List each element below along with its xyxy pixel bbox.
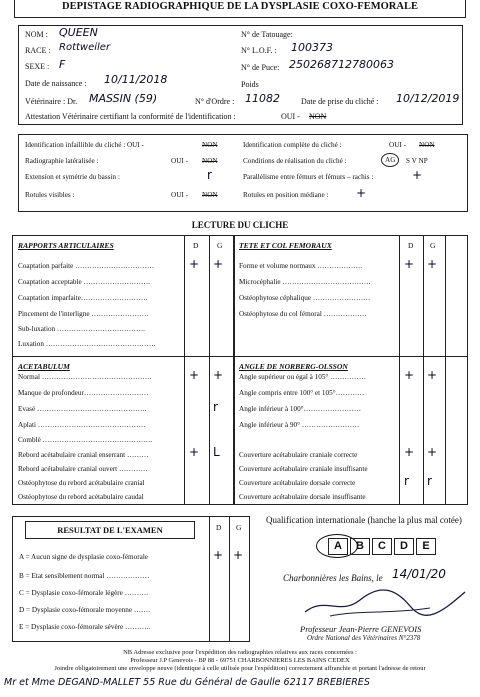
parallelisme: Parallélisme entre fémurs et fémurs – rachis : [243, 173, 374, 181]
lecture-table [12, 235, 468, 505]
grade-e: E [416, 538, 436, 555]
conditions-ag: AG [381, 153, 399, 167]
mark-coaptation-d: + [189, 257, 200, 271]
resultat-item: C = Dysplasie coxo-fémorale légère ………. [19, 589, 148, 597]
conditions-rest: S V NP [406, 157, 428, 165]
naissance-value: 10/11/2018 [104, 73, 168, 86]
ident-complete: Identification complète du cliché : [243, 141, 342, 149]
mark-normal-d: + [189, 368, 200, 382]
radio-lat: Radiographie latéralisée : [25, 157, 99, 165]
lof-value: 100373 [291, 41, 333, 54]
extension: Extension et symétrie du bassin : [25, 173, 120, 181]
col-g-left: G [217, 241, 223, 250]
ident-infaillible: Identification infaillible du cliché : OUI - [25, 141, 144, 149]
mark-couv-dors-d: r [404, 474, 409, 488]
qualification-label: Qualification internationale (hanche la plus mal cotée) [266, 515, 462, 525]
acetabulum-row: Ostéophytose du rebord acétabulaire caudal [18, 493, 144, 501]
mark-couv-cran-d: + [404, 445, 415, 459]
acetabulum-row: Manque de profondeur……………………… [18, 389, 149, 397]
col-g-right: G [430, 241, 436, 250]
rotules-oui: OUI - [171, 191, 188, 199]
resultat-item: D = Dysplasie coxo-fémorale moyenne ……. [19, 606, 150, 614]
ident-complete-non: NON [419, 141, 435, 149]
puce-label: N° de Puce: [241, 63, 280, 72]
mark-couv-cran-g: + [427, 445, 438, 459]
norberg-row: Angle compris entre 100° et 105°………… [239, 389, 365, 397]
veto-label: Vétérinaire : Dr. [25, 97, 78, 106]
resultat-item: A = Aucun signe de dysplasie coxo-fémorale [19, 553, 149, 561]
radio-lat-oui: OUI - [171, 157, 188, 165]
acetabulum-row: Evasé ………………………………………. [18, 405, 147, 413]
rapport-row: Coaptation imparfaite………………………. [18, 294, 148, 302]
footer-joindre: Joindre obligatoirement une enveloppe neuve (identique à celle utilisée pour l'expédition) correctement affranchie et portant l'adresse de retour [54, 665, 426, 672]
attest-non: NON [309, 112, 327, 121]
tete-row: Ostéophytose céphalique …………………… [239, 294, 371, 302]
norberg-row: Angle supérieur ou égal à 105° …………… [239, 373, 367, 381]
mark-angle-d: + [404, 368, 415, 382]
resultat-title: RESULTAT DE L'EXAMEN [57, 525, 163, 535]
veto-value: MASSIN (59) [89, 92, 158, 105]
ident-complete-oui: OUI - [389, 141, 406, 149]
nom-value: QUEEN [59, 26, 98, 39]
naissance-label: Date de naissance : [25, 79, 87, 88]
mark-angle-g: + [427, 368, 438, 382]
mark-rebord-d: + [189, 445, 200, 459]
attest-oui: OUI - [281, 112, 300, 121]
ordre-value: 11082 [245, 92, 280, 105]
footer-addr: Professeur J.P Genevois - BP 88 - 69751 CHARBONNIERES LES BAINS CEDEX [130, 657, 350, 664]
mark-normal-g: + [213, 368, 224, 382]
acetabulum-row: Comblé ………………………………………. [18, 436, 153, 444]
radio-lat-non: NON [202, 157, 218, 165]
resultat-mark-g: + [233, 548, 244, 562]
col-d-right: D [408, 241, 414, 250]
acetabulum-row: Rebord acétabulaire cranial ouvert ………… [18, 465, 148, 473]
rapport-row: Sub-luxation ………………………………. [18, 325, 145, 333]
acetabulum-row: Normal ………………………………………. [18, 373, 152, 381]
rapport-row: Coaptation parfaite …………………………… [18, 262, 155, 270]
ident-infaillible-non: NON [202, 141, 218, 149]
acetabulum-row: Ostéophytose du rebord acétabulaire cranial [18, 479, 145, 487]
mark-forme-d: + [404, 257, 415, 271]
couverture-row: Couverture acétabulaire dorsale insuffisante [239, 493, 366, 501]
nom-label: NOM : [25, 30, 48, 39]
puce-value: 250268712780063 [289, 58, 394, 71]
resultat-item: B = Etat sensiblement normal ……………… [19, 572, 150, 580]
ordre-label: N° d'Ordre : [195, 97, 235, 106]
cliche-value: 10/12/2019 [396, 92, 460, 105]
acetabulum-row: Aplati ……………………………………… [18, 421, 146, 429]
tete-header: TETE ET COL FEMORAUX [239, 241, 332, 250]
footer-nb: NB Adresse exclusive pour l'expédition des radiographies relatives aux races concernées : [123, 649, 357, 656]
tete-row: Microcéphalie ………………………………. [239, 278, 371, 286]
col-d-left: D [193, 241, 199, 250]
mark-couv-dors-g: r [427, 474, 432, 488]
signature-date: 14/01/20 [392, 567, 446, 581]
grade-b: B [350, 538, 370, 555]
sexe-label: SEXE : [25, 62, 50, 71]
resultat-box [12, 516, 250, 642]
mark-rebord-g: L [213, 445, 220, 459]
resultat-mark-d: + [213, 548, 224, 562]
attest-label: Attestation Vétérinaire certifiant la conformité de l'identification : [25, 112, 236, 121]
race-value: Rottweiler [59, 42, 111, 53]
lecture-title: LECTURE DU CLICHE [191, 220, 289, 230]
mark-forme-g: + [427, 257, 438, 271]
grade-d: D [394, 538, 414, 555]
norberg-header: ANGLE DE NORBERG-OLSSON [239, 362, 348, 371]
race-label: RACE : [25, 46, 51, 55]
acetabulum-header: ACETABULUM [18, 362, 70, 371]
rotules-med-mark: + [356, 186, 367, 200]
signature-name: Professeur Jean-Pierre GENEVOIS [300, 624, 422, 634]
sexe-value: F [59, 58, 66, 71]
couverture-row: Couverture acétabulaire craniale correcte [239, 451, 358, 459]
couverture-row: Couverture acétabulaire craniale insuffisante [239, 465, 368, 473]
handwritten-signature [300, 586, 470, 622]
tatouage-label: N° de Tatouage: [241, 30, 293, 39]
lof-label: N° L.O.F. : [241, 46, 277, 55]
checks-box [18, 134, 468, 212]
mark-coaptation-g: + [213, 257, 224, 271]
couverture-row: Couverture acétabulaire dorsale correcte [239, 479, 356, 487]
res-col-g: G [236, 523, 242, 532]
norberg-row: Angle inférieur à 100°…………………… [239, 405, 362, 413]
resultat-title-box [25, 521, 195, 539]
res-col-d: D [216, 523, 222, 532]
tete-row: Forme et volume normaux ………………. [239, 262, 363, 270]
rotules-non: NON [202, 191, 218, 199]
resultat-item: E = Dysplasie coxo-fémorale sévère ……….. [19, 623, 151, 631]
rapport-row: Luxation ………………………………………. [18, 340, 156, 348]
acetabulum-row: Rebord acétabulaire cranial enserrant ……… [18, 451, 149, 459]
rotules-med: Rotules en position médiane : [243, 191, 329, 199]
page-title: DEPISTAGE RADIOGRAPHIQUE DE LA DYSPLASIE COXO-FEMORALE [62, 1, 418, 12]
norberg-row: Angle inférieur à 90° …………………… [239, 421, 360, 429]
rapports-header: RAPPORTS ARTICULAIRES [18, 241, 114, 250]
rotules: Rotules visibles : [25, 191, 75, 199]
rapport-row: Pincement de l'interligne …………………… [18, 310, 149, 318]
conditions: Conditions de réalisation du cliché : [243, 157, 347, 165]
mark-evase-d: r [213, 400, 218, 414]
extension-mark: r [207, 168, 212, 182]
grade-a: A [328, 538, 348, 555]
signature-ordre: Ordre National des Vétérinaires N°2378 [307, 634, 421, 642]
grade-c: C [372, 538, 392, 555]
poids-label: Poids [241, 80, 259, 89]
cliche-label: Date de prise du cliché : [301, 97, 379, 106]
footer-handwritten-address: Mr et Mme DEGAND-MALLET 55 Rue du Général de Gaulle 62117 BREBIERES [4, 677, 370, 688]
identity-box [18, 25, 463, 125]
title-box [14, 0, 466, 18]
rapport-row: Coaptation acceptable ………………………. [18, 278, 150, 286]
parallelisme-mark: + [412, 168, 423, 182]
tete-row: Ostéophytose du col fémoral ……………… [239, 310, 367, 318]
signature-place: Charbonnières les Bains, le [283, 573, 383, 583]
